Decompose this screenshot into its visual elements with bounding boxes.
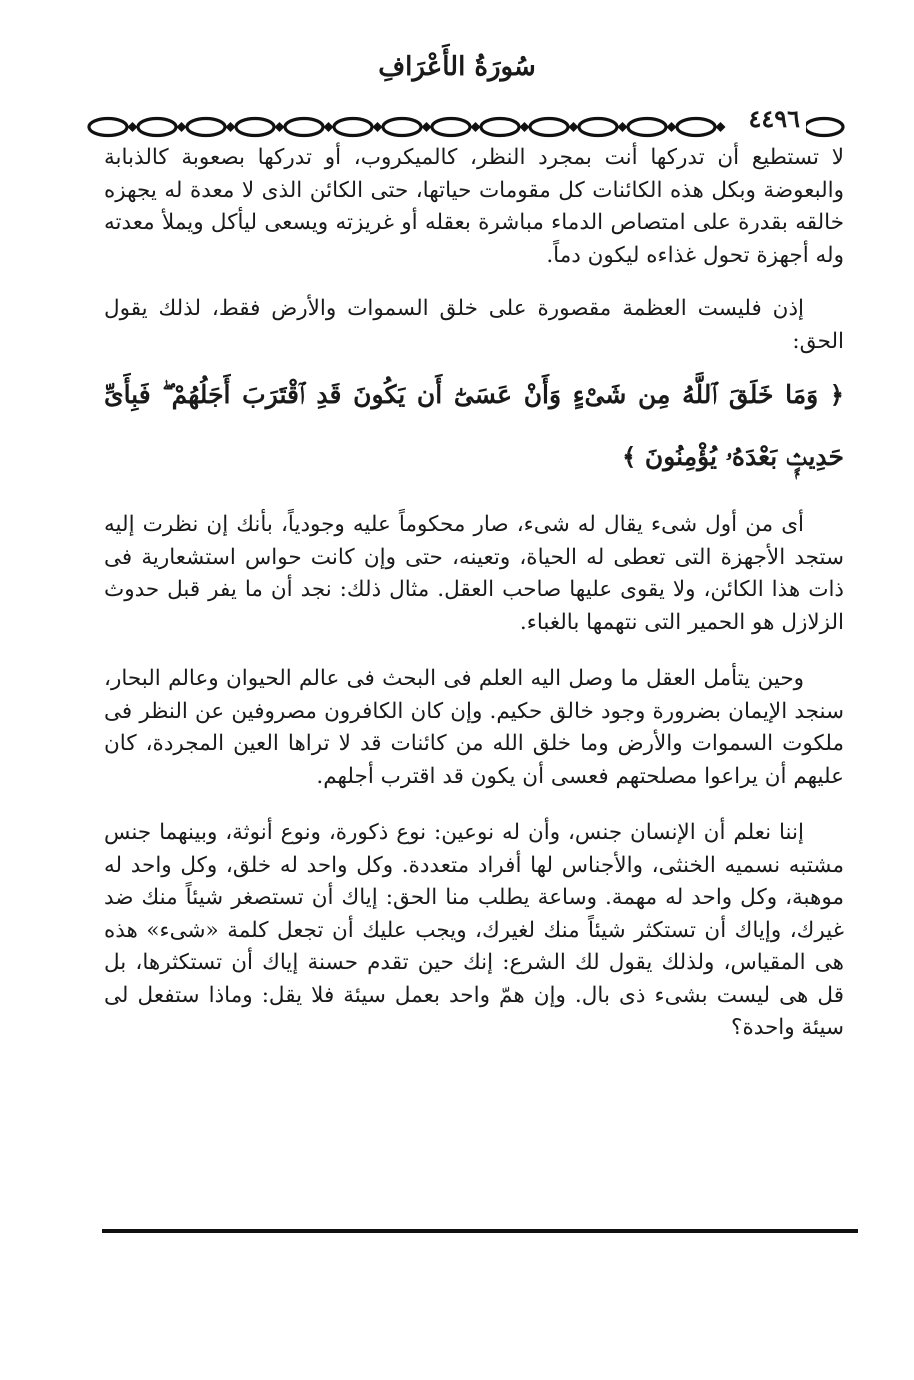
verse-open-bracket: ﴿: [829, 380, 844, 409]
band-oval: [805, 119, 843, 136]
band-oval: [677, 119, 715, 136]
band-diamond: [716, 122, 726, 132]
band-oval: [579, 119, 617, 136]
band-oval: [236, 119, 274, 136]
band-oval: [138, 119, 176, 136]
paragraph-1: لا تستطيع أن تدركها أنت بمجرد النظر، كالميكروب، أو تدركها بصعوبة كالذبابة والبعوضة وبكل هذه الكائنات كل مقومات حياتها، حتى الكائن الذى لا معدة له يجهزه خالقه بقدرة على امتصاص الدماء مباشرة بعقله أو غريزته ويسعى ليأكل ويملأ معدته وله أجهزة تحول غذاءه ليكون دماً.: [104, 145, 844, 268]
verse-close-bracket: ﴾: [622, 442, 637, 471]
band-oval: [334, 119, 372, 136]
paragraph-5: إننا نعلم أن الإنسان جنس، وأن له نوعين: نوع ذكورة، ونوع أنوثة، وبينهما جنس مشتبه نسميه الخنثى، والأجناس لها أفراد متعددة. وكل واحد له خلق، وكل واحد له موهبة، وكل واحد له مهمة. وساعة يطلب منا الحق: إياك أن تستصغر شيئاً منك ضد غيرك، وإياك أن تستكثر شيئاً منك لغيرك، ويجب عليك أن تجعل كلمة «شىء» هذه هى المقياس، ولذلك يقول لك الشرع: إنك حين تقدم حسنة إياك أن تستكثرها، بل قل هى ليست بشىء ذى بال. وإن همّ واحد بعمل سيئة فلا يقل: وماذا ستفعل لى سيئة واحدة؟: [104, 820, 844, 1040]
band-oval: [432, 119, 470, 136]
quran-verse: [104, 358, 844, 488]
ornamental-header-band: [86, 112, 846, 142]
band-diamond: [226, 122, 236, 132]
band-oval: [628, 119, 666, 136]
band-diamond: [128, 122, 138, 132]
verse-text: وَمَا خَلَقَ ٱللَّهُ مِن شَىْءٍ وَأَنْ عَسَىٰٓ أَن يَكُونَ قَدِ ٱقْتَرَبَ أَجَلُهُمْ ۖ فَبِأَىِّ حَدِيثٍۭ بَعْدَهُۥ يُؤْمِنُونَ: [104, 380, 844, 471]
band-diamond: [275, 122, 285, 132]
band-diamond: [373, 122, 383, 132]
paragraph-3: أى من أول شىء يقال له شىء، صار محكوماً عليه وجودياً، بأنك إن نظرت إليه ستجد الأجهزة التى تعطى له الحياة، وتعينه، حتى وإن كانت حواس استشعارية فى ذات هذا الكائن، ولا يقوى عليها صاحب العقل. مثال ذلك: نجد أن ما يفر قبل حدوث الزلازل هو الحمير التى نتهمها بالغباء.: [104, 512, 844, 635]
paragraph-2: إذن فليست العظمة مقصورة على خلق السموات والأرض فقط، لذلك يقول الحق:: [104, 296, 844, 354]
band-diamond: [618, 122, 628, 132]
page-number: ٤٤٩٦: [742, 104, 806, 133]
band-diamond: [667, 122, 677, 132]
band-oval: [530, 119, 568, 136]
band-diamond: [422, 122, 432, 132]
band-diamond: [471, 122, 481, 132]
band-diamond: [569, 122, 579, 132]
surah-title: سُورَةُ الأَعْرَافِ: [378, 52, 536, 82]
band-diamond: [520, 122, 530, 132]
band-oval: [383, 119, 421, 136]
band-diamond: [177, 122, 187, 132]
band-oval: [481, 119, 519, 136]
band-diamond: [324, 122, 334, 132]
footer-rule: [102, 1229, 858, 1233]
band-oval: [187, 119, 225, 136]
page-body: [104, 142, 844, 1045]
paragraph-4: وحين يتأمل العقل ما وصل اليه العلم فى البحث فى عالم الحيوان وعالم البحار، سنجد الإيمان بضرورة وجود خالق حكيم. وإن كان الكافرون مصروفين عن النظر فى ملكوت السموات والأرض وما خلق الله من كائنات قد لا تراها العين المجردة، كان عليهم أن يراعوا مصلحتهم فعسى أن يكون قد اقترب أجلهم.: [104, 666, 844, 789]
band-oval: [89, 119, 127, 136]
band-oval: [285, 119, 323, 136]
